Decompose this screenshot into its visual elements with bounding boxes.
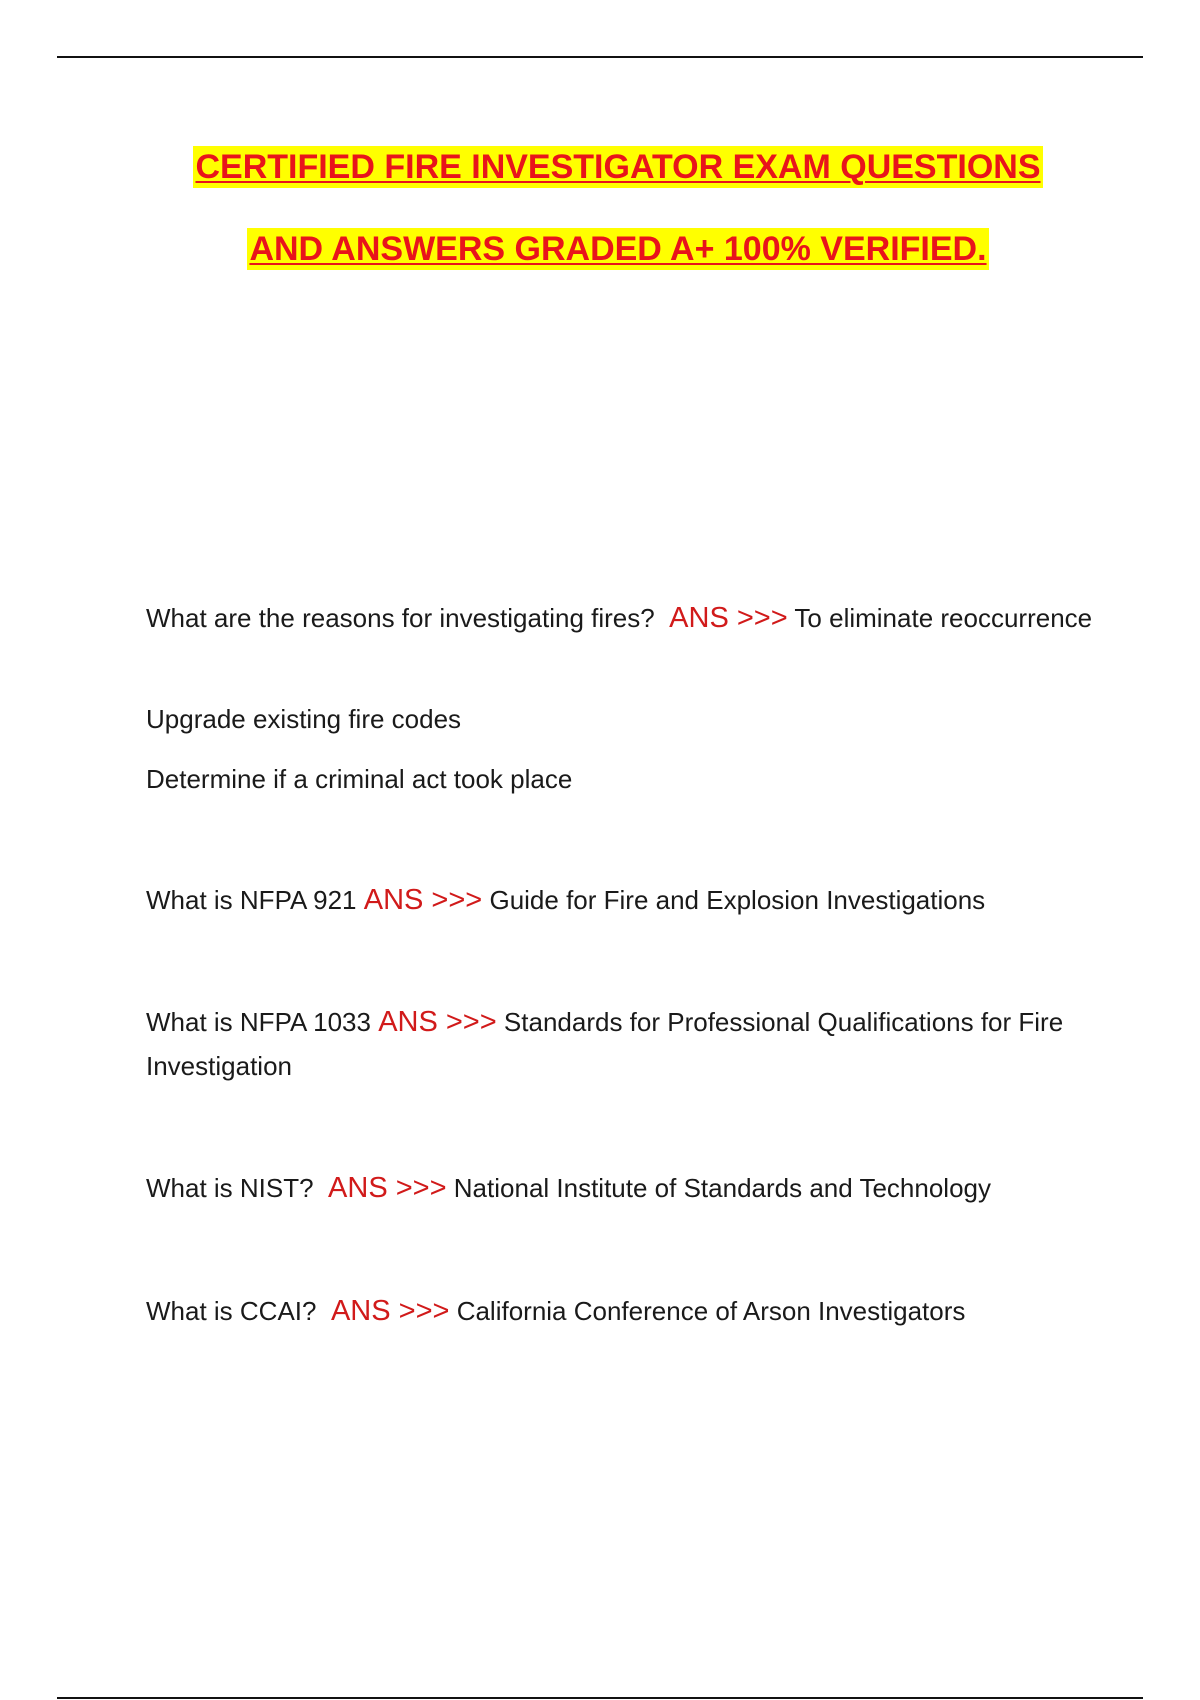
question-text: What is CCAI? xyxy=(146,1296,317,1326)
answer-marker: ANS >>> xyxy=(328,1172,447,1204)
bottom-rule xyxy=(57,1697,1143,1699)
question-text: What are the reasons for investigating fires? xyxy=(146,603,655,633)
qa-item-2 xyxy=(146,878,1106,922)
top-rule xyxy=(57,56,1143,58)
answer-text: Guide for Fire and Explosion Investigations xyxy=(489,885,986,915)
answer-marker: ANS >>> xyxy=(330,1295,450,1327)
question-text: What is NFPA 921 xyxy=(146,885,357,915)
qa-item-5 xyxy=(146,1289,1106,1333)
answer-text: To eliminate reoccurrence xyxy=(794,603,1093,633)
answer-extra-line-1: Upgrade existing fire codes xyxy=(146,704,462,734)
answer-marker: ANS >>> xyxy=(669,602,788,634)
question-text: What is NIST? xyxy=(146,1173,314,1203)
answer-extra-line-2: Determine if a criminal act took place xyxy=(146,764,573,794)
answer-text: National Institute of Standards and Technology xyxy=(453,1173,991,1203)
title-line-1: CERTIFIED FIRE INVESTIGATOR EXAM QUESTIONS xyxy=(195,148,1041,186)
answer-text: Standards for Professional Qualifications for Fire Investigation xyxy=(146,1007,1064,1081)
question-text: What is NFPA 1033 xyxy=(146,1007,371,1037)
answer-marker: ANS >>> xyxy=(363,884,483,916)
document-title xyxy=(0,146,1200,270)
qa-item-1 xyxy=(146,596,1106,640)
qa-item-4 xyxy=(146,1166,1106,1210)
qa-item-3 xyxy=(146,1000,1106,1088)
answer-marker: ANS >>> xyxy=(378,1006,497,1038)
title-line-2: AND ANSWERS GRADED A+ 100% VERIFIED. xyxy=(249,230,987,268)
answer-text: California Conference of Arson Investigators xyxy=(456,1296,966,1326)
